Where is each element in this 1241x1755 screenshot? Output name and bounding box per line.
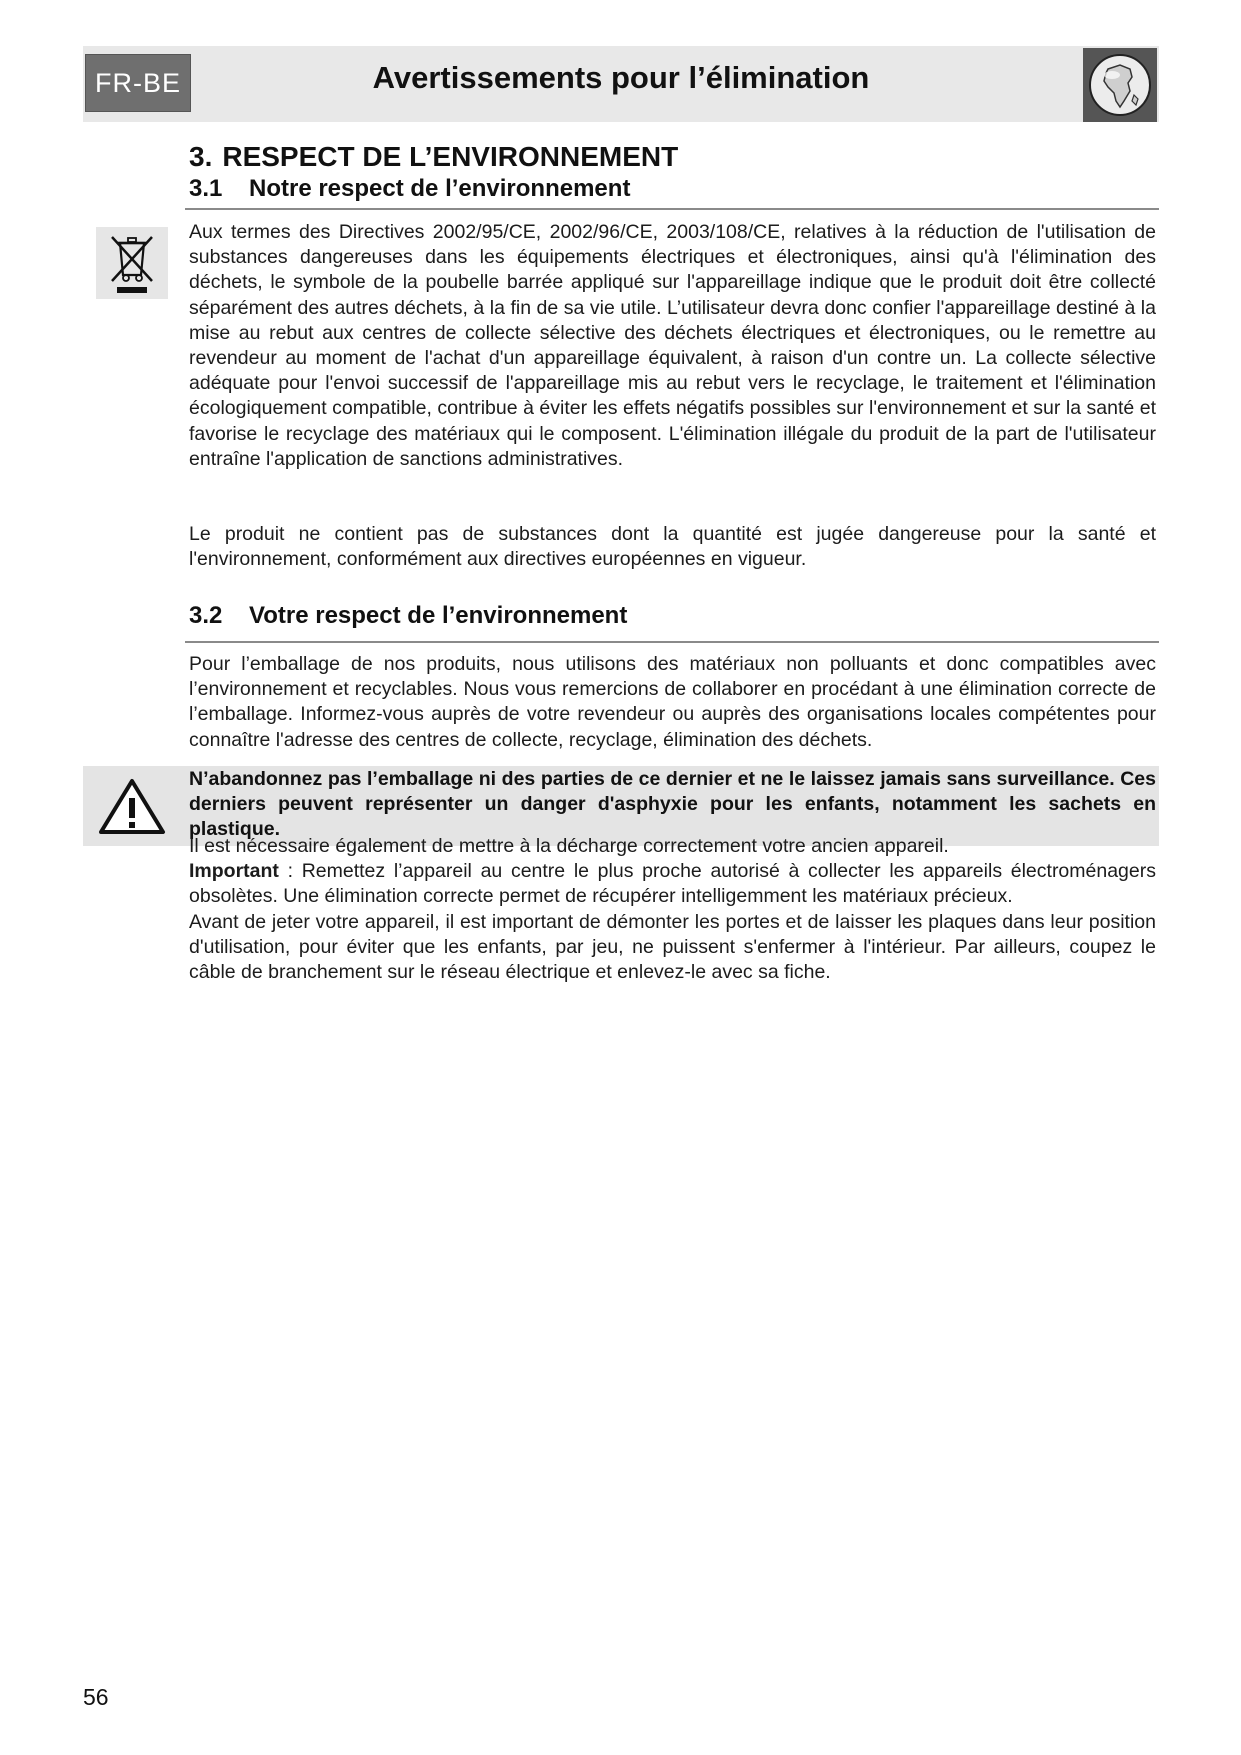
- crossed-out-bin-icon: [96, 227, 168, 299]
- divider: [185, 641, 1159, 643]
- warning-triangle-icon: [83, 766, 180, 846]
- paragraph-important: [189, 859, 1156, 909]
- subsection-3-1-title: 3.1 Notre respect de l’environnement: [189, 175, 631, 202]
- divider: [185, 208, 1159, 210]
- important-label: Important: [189, 860, 279, 883]
- page-header: [83, 46, 1159, 122]
- subsection-3-2-title: 3.2 Votre respect de l’environnement: [189, 602, 628, 629]
- subsection-3-2-tail: [189, 834, 1156, 985]
- paragraph-directives: Aux termes des Directives 2002/95/CE, 2002/96/CE, 2003/108/CE, relatives à la réduction de l'utilisation de substances dangereuses dans les équipements électriques et électroniques, ainsi qu'à l'élimination des déchets, le symbole de la poubelle barrée appliqué sur l'appareillage indique que le produit doit être collecté séparément des autres déchets, à la fin de sa vie utile. L’utilisateur devra donc confier l'appareillage destiné à la mise au rebut aux centres de collecte sélective des déchets électriques et électroniques, ou le remettre au revendeur au moment de l'achat d'un appareillage équivalent, à raison d'un contre un. La collecte sélective adéquate pour l'envoi successif de l'appareillage mis au rebut vers le recyclage, le traitement et l'élimination écologiquement compatible, contribue à éviter les effets négatifs possibles sur l'environnement et sur la santé et favorise le recyclage des matériaux qui le composent. L'élimination illégale du produit de la part de l'utilisateur entraîne l'application de sanctions administratives.: [189, 221, 1156, 470]
- subsection-3-2-heading-block: [189, 601, 1156, 631]
- subsection-3-1-body: [189, 220, 1156, 472]
- paragraph-packaging: Pour l’emballage de nos produits, nous utilisons des matériaux non polluants et donc compatibles avec l’environnement et recyclables. Nous vous remercions de collaborer en procédant à une élimination correcte de l’emballage. Informez-vous auprès de votre revendeur ou auprès des organisations locales compétentes pour connaître l'adresse des centres de collecte, recyclage, élimination des déchets.: [189, 653, 1156, 751]
- paragraph-no-dangerous-substances: Le produit ne contient pas de substances dont la quantité est jugée dangereuse pour la santé et l'environnement, conformément aux directives européennes en vigueur.: [189, 523, 1156, 571]
- section-title: 3. RESPECT DE L’ENVIRONNEMENT: [189, 141, 679, 172]
- important-text: : Remettez l’appareil au centre le plus proche autorisé à collecter les appareils électroménagers obsolètes. Une élimination correcte permet de récupérer intelligemment les matériaux précieux.: [189, 860, 1156, 908]
- page-number: 56: [83, 1684, 109, 1710]
- language-badge: FR-BE: [85, 54, 191, 112]
- globe-africa-icon: [1083, 48, 1157, 122]
- section-heading-block: [189, 140, 1157, 204]
- page-header-title: Avertissements pour l’élimination: [372, 60, 870, 95]
- subsection-3-2-body: [189, 652, 1156, 753]
- paragraph-old-appliance: Il est nécessaire également de mettre à la décharge correctement votre ancien appareil.: [189, 835, 949, 857]
- warning-packaging-text: N’abandonnez pas l’emballage ni des parties de ce dernier et ne le laissez jamais sans surveillance. Ces derniers peuvent représenter un danger d'asphyxie pour les enfants, notamment les sachets en plastique.: [189, 768, 1156, 841]
- subsection-3-1-extra: [189, 522, 1156, 572]
- paragraph-doors: Avant de jeter votre appareil, il est important de démonter les portes et de laisser les plaques dans leur position d'utilisation, pour éviter que les enfants, par jeu, ne puissent s'enfermer à l'intérieur. Par ailleurs, coupez le câble de branchement sur le réseau électrique et enlevez-le avec sa fiche.: [189, 910, 1156, 984]
